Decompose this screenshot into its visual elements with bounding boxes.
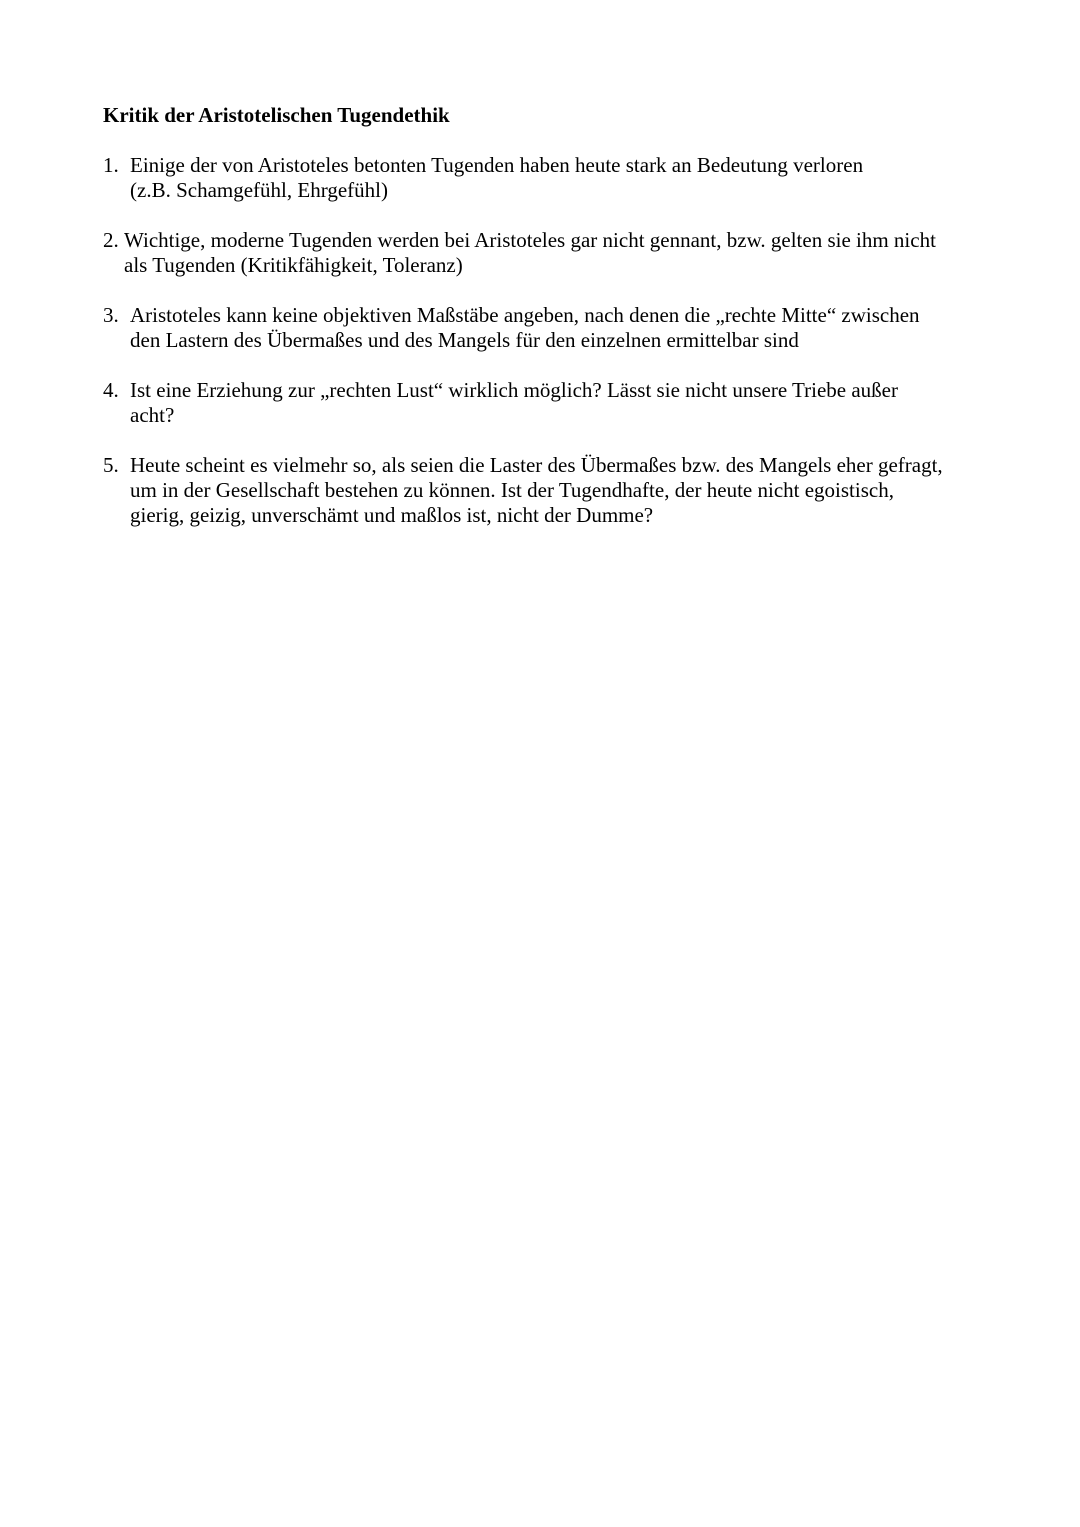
item-text-line: Heute scheint es vielmehr so, als seien die Laster des Übermaßes bzw. des Mangels eher gefragt, — [130, 453, 943, 477]
list-item — [103, 453, 983, 528]
item-number: 2. — [103, 228, 119, 252]
item-number: 4. — [103, 378, 119, 402]
item-text-line: um in der Gesellschaft bestehen zu können. Ist der Tugendhafte, der heute nicht egoistisch, — [130, 478, 894, 502]
item-text-line: Wichtige, moderne Tugenden werden bei Aristoteles gar nicht gennant, bzw. gelten sie ihm nicht — [124, 228, 936, 252]
list-item — [103, 378, 983, 428]
item-text-line: als Tugenden (Kritikfähigkeit, Toleranz) — [124, 253, 463, 277]
item-number: 3. — [103, 303, 119, 327]
list-item — [103, 303, 983, 353]
item-text-line: acht? — [130, 403, 175, 427]
item-text-line: Einige der von Aristoteles betonten Tugenden haben heute stark an Bedeutung verloren — [130, 153, 864, 177]
document-title: Kritik der Aristotelischen Tugendethik — [103, 103, 450, 127]
item-number: 1. — [103, 153, 119, 177]
list-item — [103, 228, 983, 278]
item-text-line: Ist eine Erziehung zur „rechten Lust“ wirklich möglich? Lässt sie nicht unsere Triebe außer — [130, 378, 898, 402]
item-text-line: gierig, geizig, unverschämt und maßlos ist, nicht der Dumme? — [130, 503, 654, 527]
item-number: 5. — [103, 453, 119, 477]
item-text-line: Aristoteles kann keine objektiven Maßstäbe angeben, nach denen die „rechte Mitte“ zwischen — [130, 303, 920, 327]
item-text-line: den Lastern des Übermaßes und des Mangels für den einzelnen ermittelbar sind — [130, 328, 799, 352]
item-text-line: (z.B. Schamgefühl, Ehrgefühl) — [130, 178, 388, 202]
list-item — [103, 153, 983, 203]
